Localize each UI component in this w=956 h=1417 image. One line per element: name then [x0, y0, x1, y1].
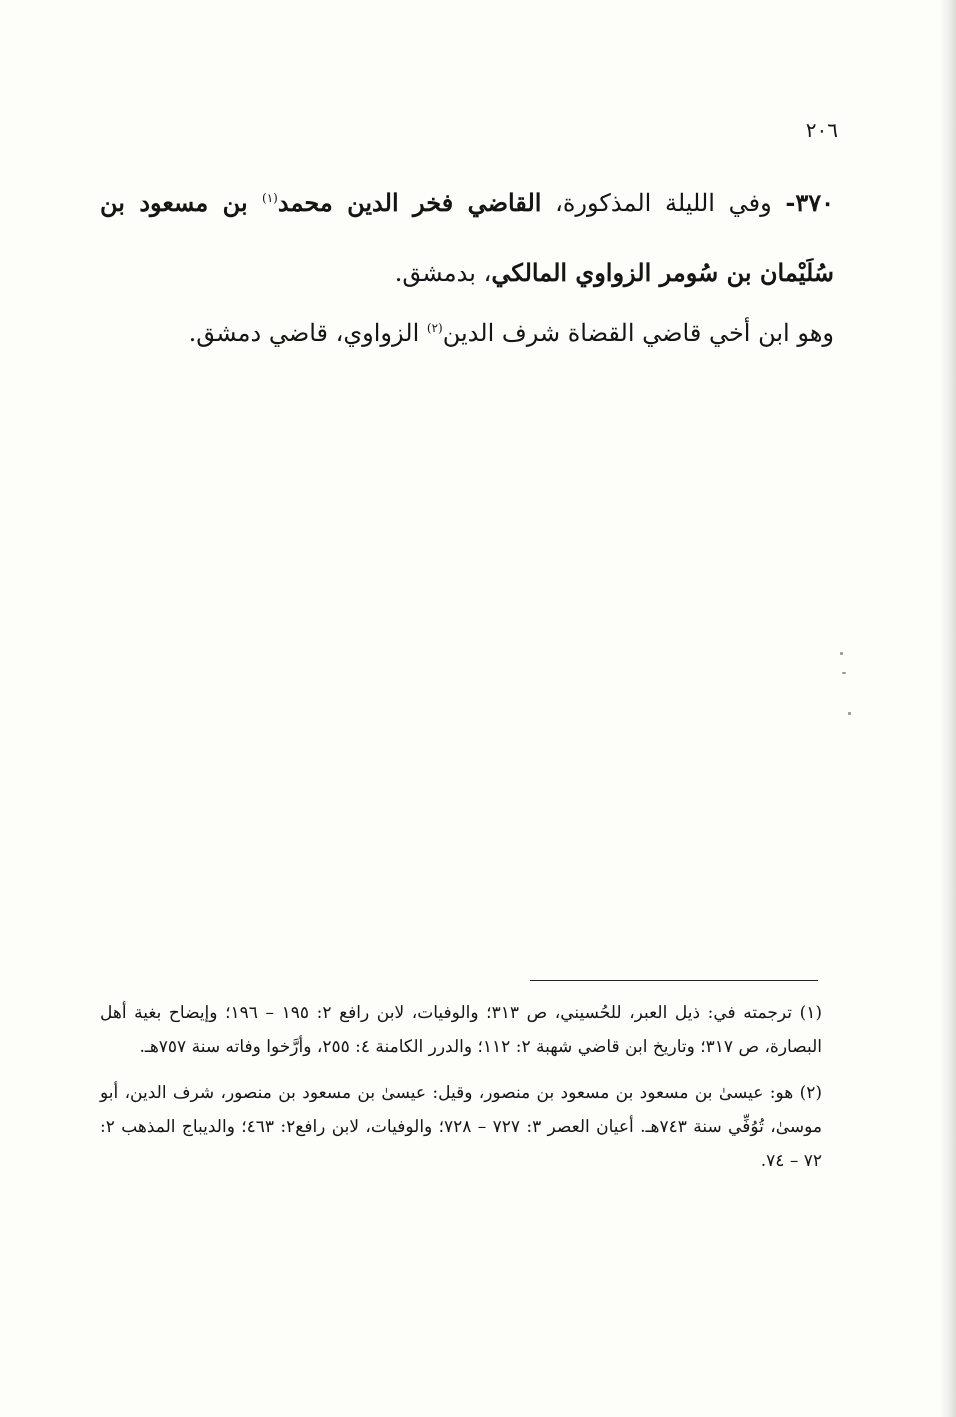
- page-number: ٢٠٦: [805, 118, 838, 142]
- page-edge: [940, 0, 956, 1417]
- entry-intro: وفي الليلة المذكورة،: [541, 189, 786, 217]
- scan-speck: [842, 672, 846, 674]
- footnote-2: (٢) هو: عيسىٰ بن مسعود بن مسعود بن منصور، وقيل: عيسىٰ بن مسعود بن منصور، شرف الدين، أبو موسىٰ، تُوُفِّي سنة ٧٤٣هـ. أعيان العصر ٣: ٧٢٧ – ٧٢٨؛ والوفيات، لابن رافع٢: ٤٦٣؛ والديباج المذهب ٢: ٧٢ – ٧٤.: [100, 1083, 822, 1171]
- footnote-1: (١) ترجمته في: ذيل العبر، للحُسيني، ص ٣١٣؛ والوفيات، لابن رافع ٢: ١٩٥ – ١٩٦؛ وإيضاح بغية أهل البصارة، ص ٣١٧؛ وتاريخ ابن قاضي شهبة ٢: ١١٢؛ والدرر الكامنة ٤: ٢٥٥، وأرَّخوا وفاته سنة ٧٥٧هـ.: [100, 1003, 822, 1057]
- scan-speck: [848, 712, 851, 715]
- entry-note-end: الزواوي، قاضي دمشق.: [188, 319, 427, 347]
- main-text: [100, 168, 834, 368]
- entry-name: القاضي فخر الدين محمد: [277, 188, 542, 217]
- entry-paragraph: [100, 168, 834, 308]
- footnote-divider: [530, 980, 818, 981]
- entry-note: [100, 298, 834, 368]
- footnote-marker-1: (١): [262, 191, 278, 205]
- entry-lineage: بن مسعود بن سُلَيْمان بن سُومر الزواوي المالكي: [100, 188, 834, 287]
- entry-note-start: وهو ابن أخي قاضي القضاة شرف الدين: [442, 319, 834, 347]
- footnote-marker-2: (٢): [426, 321, 443, 335]
- scan-speck: [840, 652, 843, 655]
- entry-number: ٣٧٠-: [785, 188, 835, 217]
- entry-ending: ، بدمشق.: [394, 259, 492, 287]
- footnotes: [100, 996, 822, 1190]
